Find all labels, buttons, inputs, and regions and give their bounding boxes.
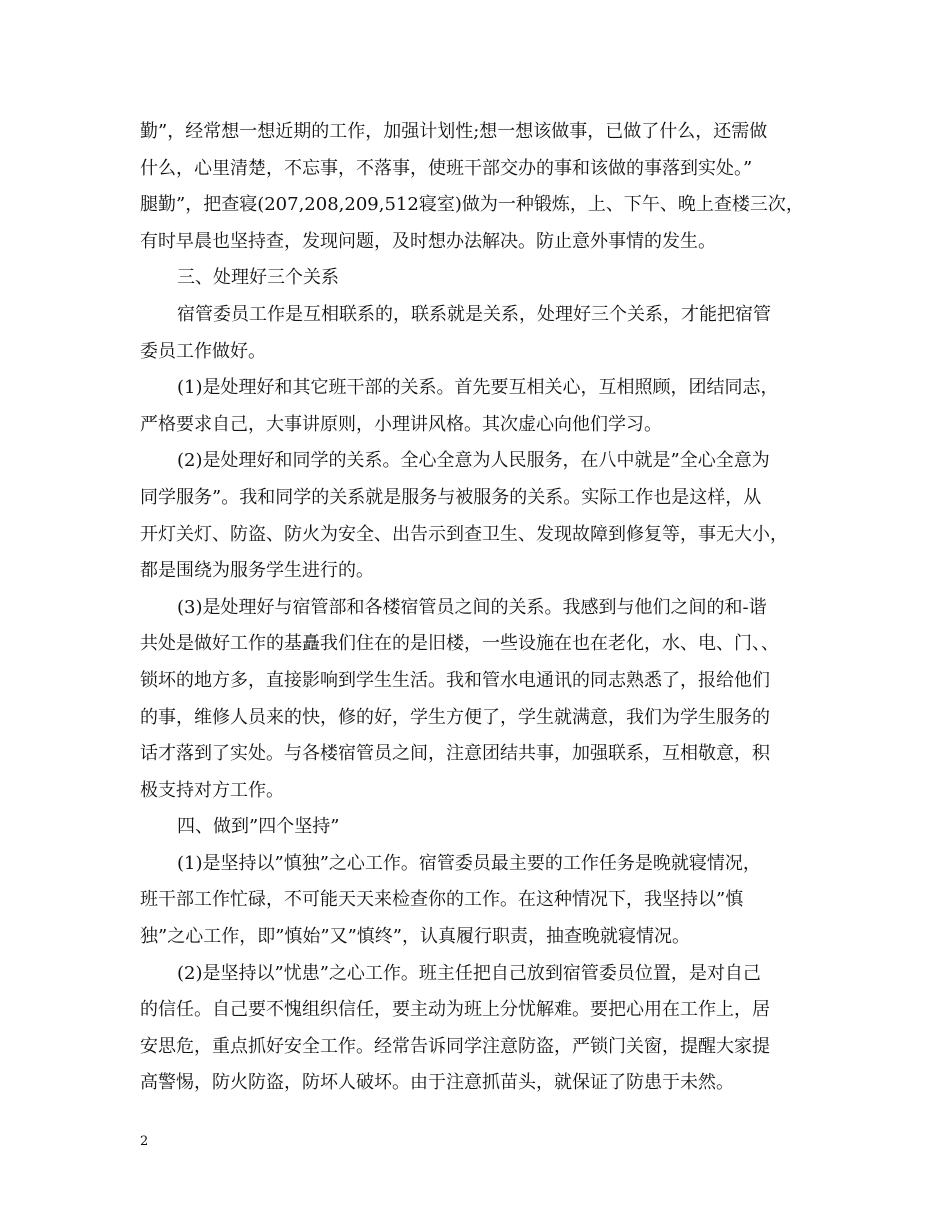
- text-line: 同学服务”。我和同学的关系就是服务与被服务的关系。实际工作也是这样，从: [140, 486, 762, 508]
- text-line: 班干部工作忙碌，不可能天天来检查你的工作。在这种情况下，我坚持以”慎: [140, 889, 744, 911]
- text-line: 腿勤”，把查寝(207,208,209,512寝室)做为一种锻炼，上、下午、晚上查楼三次，: [140, 194, 804, 216]
- text-line: (2)是坚持以”忧患”之心工作。班主任把自己放到宿管委员位置，是对自己: [177, 962, 761, 984]
- text-line: 的事，维修人员来的快，修的好，学生方便了，学生就满意，我们为学生服务的: [140, 706, 770, 728]
- text-line: 三、处理好三个关系: [177, 267, 339, 289]
- text-line: 话才落到了实处。与各楼宿管员之间，注意团结共事，加强联系，互相敬意，积: [140, 743, 770, 765]
- text-line: 有时早晨也坚持查，发现问题，及时想办法解决。防止意外事情的发生。: [140, 230, 716, 252]
- text-line: 锁坏的地方多，直接影响到学生生活。我和管水电通讯的同志熟悉了，报给他们: [140, 669, 770, 691]
- text-line: 共处是做好工作的基矗我们住在的是旧楼，一些设施在也在老化，水、电、门、、: [140, 633, 779, 655]
- text-line: 安思危，重点抓好安全工作。经常告诉同学注意防盗，严锁门关窗，提醒大家提: [140, 1035, 770, 1057]
- text-line: (3)是处理好与宿管部和各楼宿管员之间的关系。我感到与他们之间的和-谐: [177, 596, 767, 618]
- text-line: 极支持对方工作。: [140, 779, 284, 801]
- text-line: 四、做到”四个坚持”: [177, 816, 340, 838]
- page-number: 2: [140, 1134, 149, 1149]
- text-line: (1)是坚持以”慎独”之心工作。宿管委员最主要的工作任务是晚就寝情况，: [177, 852, 761, 874]
- text-line: (2)是处理好和同学的关系。全心全意为人民服务，在八中就是”全心全意为: [177, 450, 770, 472]
- text-line: 勤”，经常想一想近期的工作，加强计划性;想一想该做事，已做了什么，还需做: [140, 121, 768, 142]
- text-line: 高警惕，防火防盗，防坏人破坏。由于注意抓苗头，就保证了防患于未然。: [140, 1072, 734, 1094]
- text-line: 宿管委员工作是互相联系的，联系就是关系，处理好三个关系，才能把宿管: [177, 303, 771, 325]
- text-line: 开灯关灯、防盗、防火为安全、出告示到查卫生、发现故障到修复等，事无大小，: [140, 523, 788, 545]
- text-line: 的信任。自己要不愧组织信任，要主动为班上分忧解难。要把心用在工作上，居: [140, 999, 770, 1021]
- text-line: 都是围绕为服务学生进行的。: [140, 560, 374, 582]
- text-line: 独”之心工作，即”慎始”又”慎终”，认真履行职责，抽查晚就寝情况。: [140, 926, 691, 948]
- text-line: 严格要求自己，大事讲原则，小理讲风格。其次虚心向他们学习。: [140, 413, 662, 435]
- text-line: 什么，心里清楚，不忘事，不落事，使班干部交办的事和该做的事落到实处。”: [140, 157, 753, 179]
- text-line: (1)是处理好和其它班干部的关系。首先要互相关心，互相照顾，团结同志，: [177, 377, 779, 399]
- text-line: 委员工作做好。: [140, 340, 266, 362]
- document-body: [140, 114, 820, 1102]
